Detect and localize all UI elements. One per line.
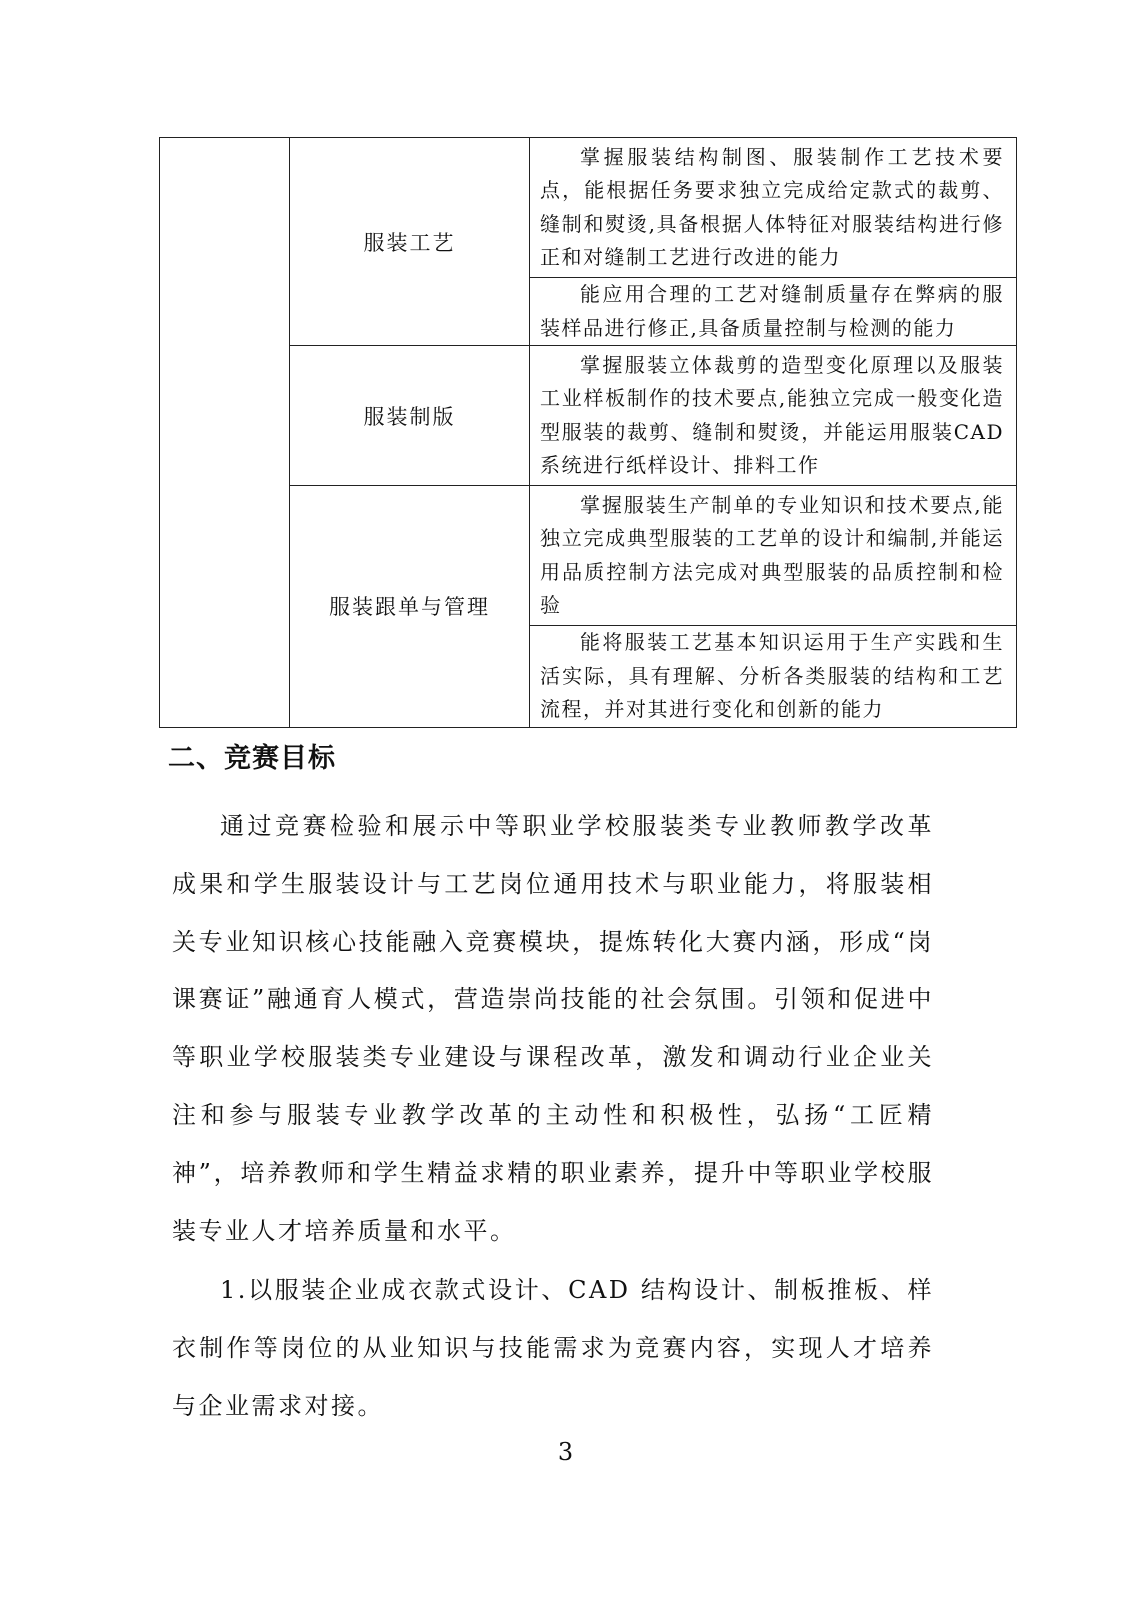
page-number: 3 <box>557 1438 574 1466</box>
body-paragraph: 通过竞赛检验和展示中等职业学校服装类专业教师教学改革成果和学生服装设计与工艺岗位通用技术与职业能力，将服装相关专业知识核心技能融入竞赛模块，提炼转化大赛内涵，形成“岗课赛证”融通育人模式，营造崇尚技能的社会氛围。引领和促进中等职业学校服装类专业建设与课程改革，激发和调动行业企业关注和参与服装专业教学改革的主动性和积极性，弘扬“工匠精神”，培养教师和学生精益求精的职业素养，提升中等职业学校服装专业人才培养质量和水平。 <box>172 812 934 1245</box>
requirement-cell: 掌握服装生产制单的专业知识和技术要点,能独立完成典型服装的工艺单的设计和编制,并能运用品质控制方法完成对典型服装的品质控制和检验 <box>530 486 1017 626</box>
requirement-cell: 掌握服装立体裁剪的造型变化原理以及服装工业样板制作的技术要点,能独立完成一般变化造型服装的裁剪、缝制和熨烫，并能运用服装CAD 系统进行纸样设计、排料工作 <box>530 346 1017 486</box>
table-row <box>160 138 1017 278</box>
category-cell <box>160 138 290 728</box>
module-name: 服装工艺 <box>290 138 530 346</box>
module-name: 服装制版 <box>290 346 530 486</box>
requirement-cell: 能将服装工艺基本知识运用于生产实践和生活实际，具有理解、分析各类服装的结构和工艺流程，并对其进行变化和创新的能力 <box>530 626 1017 728</box>
module-name: 服装跟单与管理 <box>290 486 530 728</box>
requirement-cell: 掌握服装结构制图、服装制作工艺技术要点，能根据任务要求独立完成给定款式的裁剪、缝制和熨烫,具备根据人体特征对服装结构进行修正和对缝制工艺进行改进的能力 <box>530 138 1017 278</box>
section-heading: 二、竞赛目标 <box>168 743 336 774</box>
requirement-cell: 能应用合理的工艺对缝制质量存在弊病的服装样品进行修正,具备质量控制与检测的能力 <box>530 278 1017 346</box>
body-paragraph: 1.以服装企业成衣款式设计、CAD 结构设计、制板推板、样衣制作等岗位的从业知识与技能需求为竞赛内容，实现人才培养与企业需求对接。 <box>172 1276 934 1420</box>
skill-requirements-table <box>159 137 1017 728</box>
